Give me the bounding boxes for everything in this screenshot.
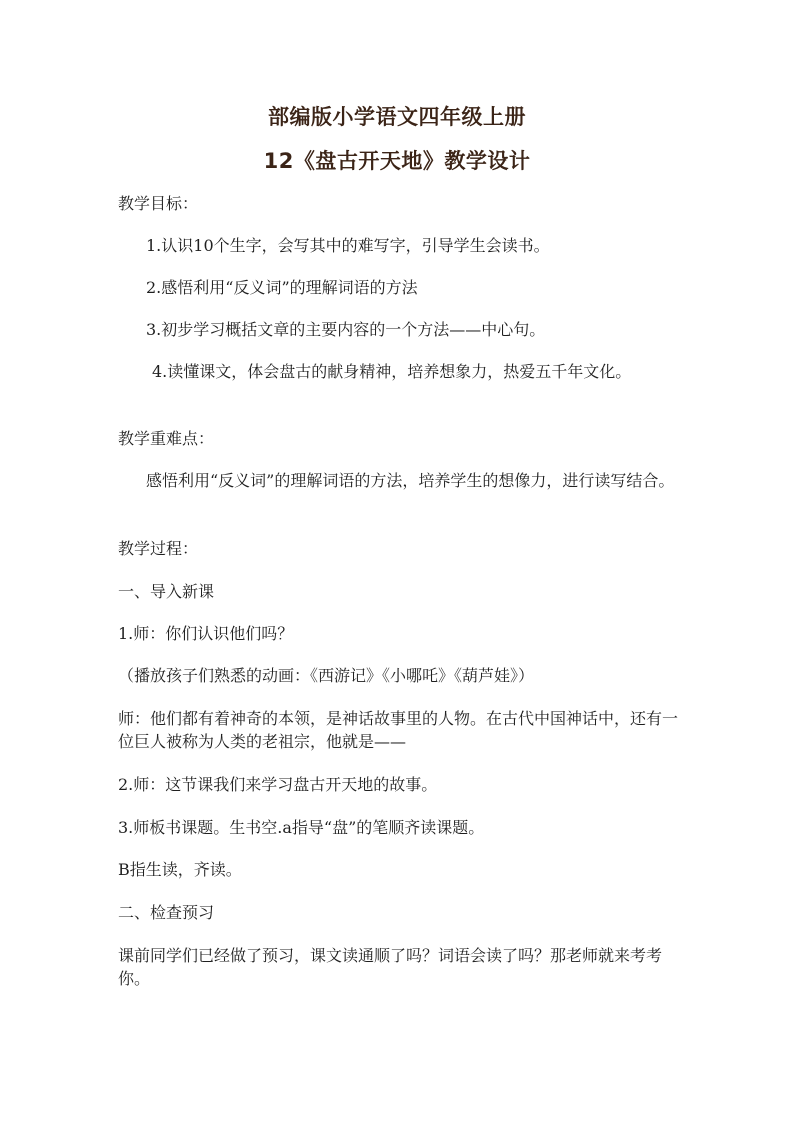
- key-points-heading: 教学重难点：: [118, 429, 215, 448]
- key-points-text: 感悟利用“反义词”的理解词语的方法，培养学生的想像力，进行读写结合。: [146, 471, 675, 490]
- objectives-heading: 教学目标：: [118, 194, 199, 213]
- objective-item-3: 3.初步学习概括文章的主要内容的一个方法——中心句。: [146, 320, 546, 339]
- objective-item-2: 2.感悟利用“反义词”的理解词语的方法: [146, 278, 418, 297]
- section1-item-5: 3.师板书课题。生书空.a指导“盘”的笔顺齐读课题。: [118, 818, 485, 837]
- document-title-line1: 部编版小学语文四年级上册: [268, 105, 526, 129]
- section1-heading: 一、导入新课: [118, 582, 215, 601]
- objective-item-4: 4.读懂课文，体会盘古的献身精神，培养想象力，热爱五千年文化。: [152, 362, 632, 381]
- section1-item-6: B指生读，齐读。: [118, 860, 242, 879]
- section1-item-4: 2.师：这节课我们来学习盘古开天地的故事。: [118, 775, 438, 794]
- section1-item-1: 1.师：你们认识他们吗？: [118, 624, 294, 643]
- section2-heading: 二、检查预习: [118, 903, 215, 922]
- objective-item-1: 1.认识10个生字，会写其中的难写字，引导学生会读书。: [146, 236, 550, 255]
- process-heading: 教学过程：: [118, 539, 199, 558]
- section2-text: 课前同学们已经做了预习，课文读通顺了吗？词语会读了吗？那老师就来考考你。: [118, 946, 663, 988]
- section1-item-2: （播放孩子们熟悉的动画：《西游记》《小哪吒》《葫芦娃》）: [118, 666, 535, 685]
- document-title-line2: 12《盘古开天地》教学设计: [263, 149, 531, 173]
- section1-item-3: 师：他们都有着神奇的本领，是神话故事里的人物。在古代中国神话中，还有一位巨人被称为人类的老祖宗，他就是——: [118, 709, 679, 751]
